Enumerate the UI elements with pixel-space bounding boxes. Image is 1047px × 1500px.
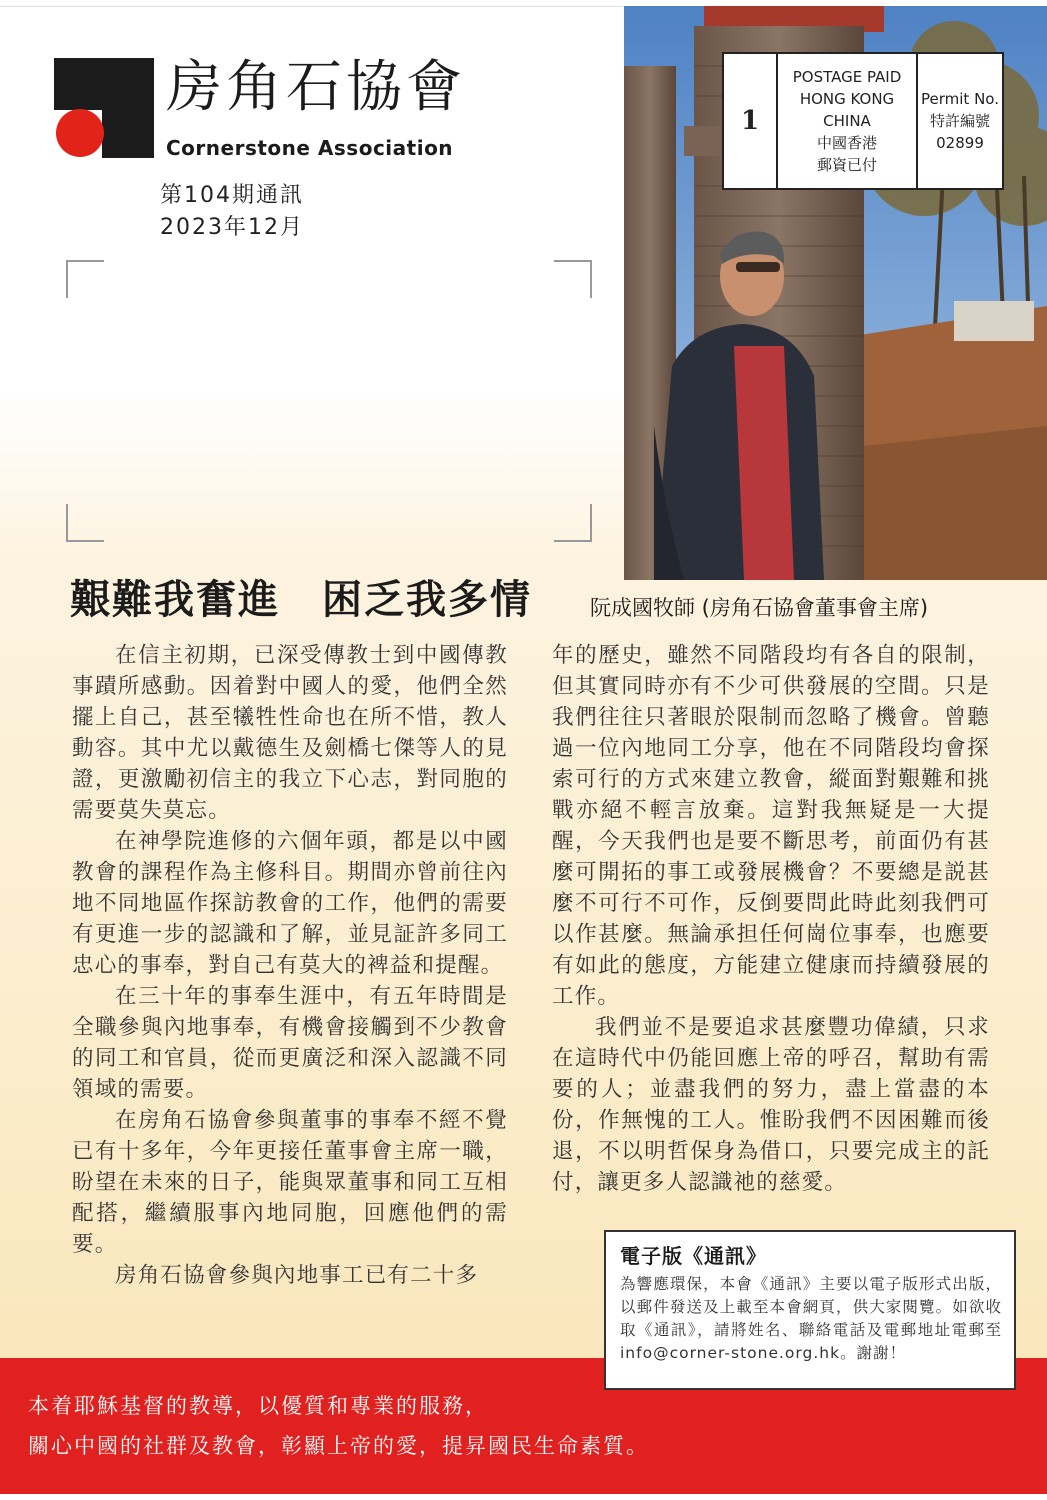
mission-line-2: 關心中國的社群及教會，彰顯上帝的愛，提昇國民生命素質。 (28, 1434, 649, 1458)
article-title: 艱難我奮進 困乏我多情 (70, 577, 532, 623)
crop-mark-bottom-right (554, 504, 592, 542)
article-paragraph: 我們並不是要追求甚麼豐功偉績，只求在這時代中仍能回應上帝的呼召，幫助有需要的人；並盡我們的努力，盡上當盡的本份，作無愧的工人。惟盼我們不因困難而後退，不以明哲保身為借口，只要完成主的託付，讓更多人認識祂的慈愛。 (552, 1015, 990, 1195)
e-newsletter-title: 電子版《通訊》 (620, 1244, 767, 1268)
article-paragraph: 在神學院進修的六個年頭，都是以中國教會的課程作為主修科目。期間亦曾前往內地不同地區作探訪教會的工作，他們的需要有更進一步的認識和了解，並見証許多同工忠心的事奉，對自己有莫大的裨益和提醒。 (72, 829, 508, 978)
postage-paid-text (778, 54, 918, 188)
permit-info (918, 54, 1002, 188)
crop-mark-top-right (554, 260, 592, 298)
article-paragraph: 在房角石協會參與董事的事奉不經不覺已有十多年，今年更接任董事會主席一職，盼望在未來的日子，能與眾董事和同工互相配搭，繼續服事內地同胞，回應他們的需要。 (72, 1108, 508, 1257)
crop-mark-top-left (66, 260, 104, 298)
postage-paid-box (722, 52, 1004, 190)
article-paragraph: 在三十年的事奉生涯中，有五年時間是全職參與內地事奉，有機會接觸到不少教會的同工和官員，從而更廣泛和深入認識不同領域的需要。 (72, 984, 508, 1102)
e-newsletter-body: 為響應環保，本會《通訊》主要以電子版形式出版，以郵件發送及上載至本會網頁，供大家閱覽。如欲收取《通訊》，請將姓名、聯絡電話及電郵地址電郵至info@corner-stone.org.hk。謝謝！ (620, 1275, 1002, 1362)
postage-number: 1 (724, 54, 778, 188)
org-name-en: Cornerstone Association (166, 136, 454, 160)
article-column-left (72, 640, 508, 1291)
postage-line: POSTAGE PAID (792, 68, 902, 86)
article-byline: 阮成國牧師 (房角石協會董事會主席) (590, 596, 929, 620)
article-paragraph: 在信主初期，已深受傳教士到中國傳教事蹟所感動。因着對中國人的愛，他們全然擺上自己，甚至犧牲性命也在所不惜，教人動容。其中尤以戴德生及劍橋七傑等人的見證，更激勵初信主的我立下心志，對同胞的需要莫失莫忘。 (72, 643, 508, 823)
permit-label-cn: 特許編號 (929, 112, 990, 130)
issue-number: 第104期通訊 (160, 183, 304, 208)
org-name-cn: 房角石協會 (166, 55, 466, 120)
permit-label: Permit No. (921, 90, 999, 108)
e-newsletter-notice (604, 1230, 1016, 1390)
crop-mark-bottom-left (66, 504, 104, 542)
article-paragraph: 房角石協會參與內地事工已有二十多 (115, 1263, 479, 1288)
postage-line: 中國香港 (816, 134, 877, 152)
postage-line: 郵資已付 (816, 156, 877, 174)
issue-date: 2023年12月 (160, 215, 304, 240)
postage-line: CHINA (823, 112, 871, 130)
permit-number: 02899 (936, 134, 984, 152)
postage-line: HONG KONG (799, 90, 895, 108)
article-paragraph-continued: 年的歷史，雖然不同階段均有各自的限制，但其實同時亦有不少可供發展的空間。只是我們往往只著眼於限制而忽略了機會。曾聽過一位內地同工分享，他在不同階段均會探索可行的方式來建立教會，縱面對艱難和挑戰亦絕不輕言放棄。這對我無疑是一大提醒，今天我們也是要不斷思考，前面仍有甚麼可開拓的事工或發展機會？不要總是説甚麼不可行不可作，反倒要問此時此刻我們可以作甚麼。無論承担任何崗位事奉，也應要有如此的態度，方能建立健康而持續發展的工作。 (552, 643, 990, 1009)
cornerstone-logo-icon (54, 58, 154, 158)
mission-line-1: 本着耶穌基督的教導，以優質和專業的服務， (28, 1394, 488, 1418)
page-bottom-strip (0, 1494, 1047, 1500)
issue-info (160, 180, 304, 244)
article-column-right (552, 640, 990, 1198)
